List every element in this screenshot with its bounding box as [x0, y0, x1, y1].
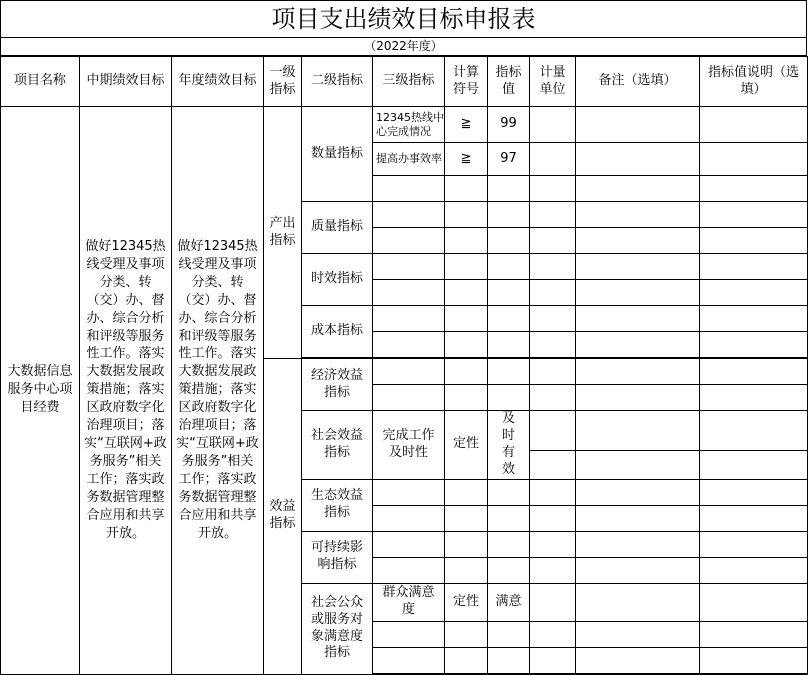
empty-cell	[700, 385, 808, 411]
level2-quantity-cell: 数量指标	[302, 107, 373, 202]
empty-cell	[445, 280, 488, 306]
empty-cell	[700, 621, 808, 647]
empty-cell	[445, 531, 488, 557]
symbol-cell: ≧	[445, 107, 488, 143]
empty-cell	[373, 280, 445, 306]
empty-cell	[530, 359, 576, 385]
empty-cell	[700, 583, 808, 621]
empty-cell	[700, 673, 808, 674]
empty-cell	[576, 332, 700, 358]
empty-cell	[445, 332, 488, 358]
form-year: （2022年度）	[0, 38, 807, 56]
empty-cell	[373, 228, 445, 254]
level2-quality-cell: 质量指标	[302, 202, 373, 254]
performance-table	[0, 56, 808, 675]
empty-cell	[576, 621, 700, 647]
empty-cell	[700, 557, 808, 583]
empty-cell	[488, 531, 530, 557]
empty-cell	[373, 557, 445, 583]
value-desc-cell	[700, 143, 808, 176]
level3-cell: 提高办事效率	[373, 143, 445, 176]
empty-cell	[700, 306, 808, 332]
empty-cell	[445, 647, 488, 673]
symbol-cell: 定性	[445, 583, 488, 621]
empty-cell	[373, 505, 445, 531]
empty-cell	[373, 254, 445, 280]
empty-cell	[576, 531, 700, 557]
header-value-desc: 指标值说明（选填）	[700, 57, 808, 107]
project-name-cell: 大数据信息服务中心项目经费	[1, 107, 80, 675]
empty-cell	[373, 306, 445, 332]
value-cell: 97	[488, 143, 530, 176]
empty-cell	[530, 505, 576, 531]
header-index-value: 指标值	[488, 57, 530, 107]
value-cell: 及时有效	[488, 411, 530, 480]
empty-cell	[373, 176, 445, 202]
empty-cell	[576, 583, 700, 621]
empty-cell	[700, 479, 808, 505]
empty-cell	[576, 385, 700, 411]
empty-cell	[530, 202, 576, 228]
empty-cell	[530, 621, 576, 647]
empty-cell	[530, 176, 576, 202]
empty-cell	[445, 254, 488, 280]
empty-cell	[445, 306, 488, 332]
empty-cell	[530, 228, 576, 254]
empty-cell	[700, 254, 808, 280]
header-project-name: 项目名称	[1, 57, 80, 107]
header-row	[1, 57, 808, 107]
empty-cell	[700, 359, 808, 385]
header-unit: 计量单位	[530, 57, 576, 107]
empty-cell	[373, 479, 445, 505]
empty-cell	[576, 254, 700, 280]
empty-cell	[488, 254, 530, 280]
unit-cell	[530, 143, 576, 176]
annual-target-cell: 做好12345热线受理及事项分类、转（交）办、督办、综合分析和评级等服务性工作。落实大数据发展政策措施；落实区政府数字化治理项目；落实“互联网+政务服务”相关工作；落实政务数据管理整合应用和共享开放。	[172, 107, 264, 675]
level2-ecological-cell: 生态效益指标	[302, 479, 373, 531]
level3-cell: 群众满意度	[373, 583, 445, 621]
symbol-cell: 定性	[445, 411, 488, 480]
empty-cell	[488, 621, 530, 647]
level2-sustainable-cell: 可持续影响指标	[302, 531, 373, 583]
empty-cell	[373, 359, 445, 385]
empty-cell	[530, 479, 576, 505]
empty-cell	[488, 306, 530, 332]
empty-cell	[445, 202, 488, 228]
empty-cell	[373, 621, 445, 647]
level2-timeliness-cell: 时效指标	[302, 254, 373, 306]
unit-cell	[530, 107, 576, 143]
form-title: 项目支出绩效目标申报表	[0, 0, 807, 38]
empty-cell	[576, 673, 700, 674]
empty-cell	[576, 228, 700, 254]
level1-effect-cell: 效益指标	[264, 359, 302, 675]
empty-cell	[530, 673, 576, 674]
empty-cell	[373, 385, 445, 411]
empty-cell	[373, 202, 445, 228]
empty-cell	[576, 202, 700, 228]
empty-cell	[576, 451, 700, 479]
empty-cell	[488, 332, 530, 358]
empty-cell	[576, 479, 700, 505]
header-calc-symbol: 计算符号	[445, 57, 488, 107]
empty-cell	[373, 647, 445, 673]
empty-cell	[488, 385, 530, 411]
empty-cell	[700, 647, 808, 673]
empty-cell	[373, 531, 445, 557]
empty-cell	[576, 359, 700, 385]
empty-cell	[530, 385, 576, 411]
symbol-cell: ≧	[445, 143, 488, 176]
table-row	[1, 107, 808, 143]
empty-cell	[700, 531, 808, 557]
empty-cell	[445, 479, 488, 505]
empty-cell	[445, 359, 488, 385]
header-annual-target: 年度绩效目标	[172, 57, 264, 107]
empty-cell	[530, 557, 576, 583]
empty-cell	[576, 647, 700, 673]
empty-cell	[445, 176, 488, 202]
level2-satisfaction-cell: 社会公众或服务对象满意度指标	[302, 583, 373, 674]
level2-social-cell: 社会效益指标	[302, 411, 373, 480]
header-remark: 备注（选填）	[576, 57, 700, 107]
empty-cell	[576, 557, 700, 583]
value-desc-cell	[700, 107, 808, 143]
empty-cell	[576, 280, 700, 306]
empty-cell	[700, 332, 808, 358]
empty-cell	[530, 411, 576, 451]
empty-cell	[488, 479, 530, 505]
empty-cell	[488, 557, 530, 583]
empty-cell	[576, 306, 700, 332]
empty-cell	[445, 621, 488, 647]
level2-cost-cell: 成本指标	[302, 306, 373, 358]
remark-cell	[576, 143, 700, 176]
level3-cell: 12345热线中心完成情况	[373, 107, 445, 143]
empty-cell	[445, 228, 488, 254]
value-cell: 满意	[488, 583, 530, 621]
empty-cell	[530, 647, 576, 673]
header-mid-target: 中期绩效目标	[80, 57, 172, 107]
empty-cell	[530, 583, 576, 621]
empty-cell	[530, 531, 576, 557]
empty-cell	[445, 385, 488, 411]
empty-cell	[530, 332, 576, 358]
empty-cell	[488, 505, 530, 531]
empty-cell	[700, 202, 808, 228]
level3-cell: 完成工作及时性	[373, 411, 445, 480]
header-level3: 三级指标	[373, 57, 445, 107]
header-level2: 二级指标	[302, 57, 373, 107]
value-cell: 99	[488, 107, 530, 143]
empty-cell	[373, 673, 445, 674]
empty-cell	[488, 359, 530, 385]
empty-cell	[488, 228, 530, 254]
empty-cell	[445, 505, 488, 531]
empty-cell	[700, 451, 808, 479]
empty-cell	[700, 176, 808, 202]
empty-cell	[488, 176, 530, 202]
empty-cell	[700, 280, 808, 306]
empty-cell	[445, 557, 488, 583]
empty-cell	[373, 332, 445, 358]
empty-cell	[530, 254, 576, 280]
empty-cell	[576, 411, 700, 451]
empty-cell	[700, 411, 808, 451]
empty-cell	[700, 228, 808, 254]
empty-cell	[530, 280, 576, 306]
empty-cell	[488, 202, 530, 228]
level1-output-cell: 产出指标	[264, 107, 302, 359]
empty-cell	[488, 280, 530, 306]
empty-cell	[488, 673, 530, 674]
mid-target-cell: 做好12345热线受理及事项分类、转（交）办、督办、综合分析和评级等服务性工作。落实大数据发展政策措施；落实区政府数字化治理项目；落实“互联网+政务服务”相关工作；落实政务数据管理整合应用和共享开放。	[80, 107, 172, 675]
level2-economic-cell: 经济效益指标	[302, 359, 373, 411]
header-level1: 一级指标	[264, 57, 302, 107]
remark-cell	[576, 107, 700, 143]
empty-cell	[576, 505, 700, 531]
empty-cell	[530, 451, 576, 479]
empty-cell	[445, 673, 488, 674]
empty-cell	[576, 176, 700, 202]
empty-cell	[530, 306, 576, 332]
empty-cell	[700, 505, 808, 531]
empty-cell	[488, 647, 530, 673]
